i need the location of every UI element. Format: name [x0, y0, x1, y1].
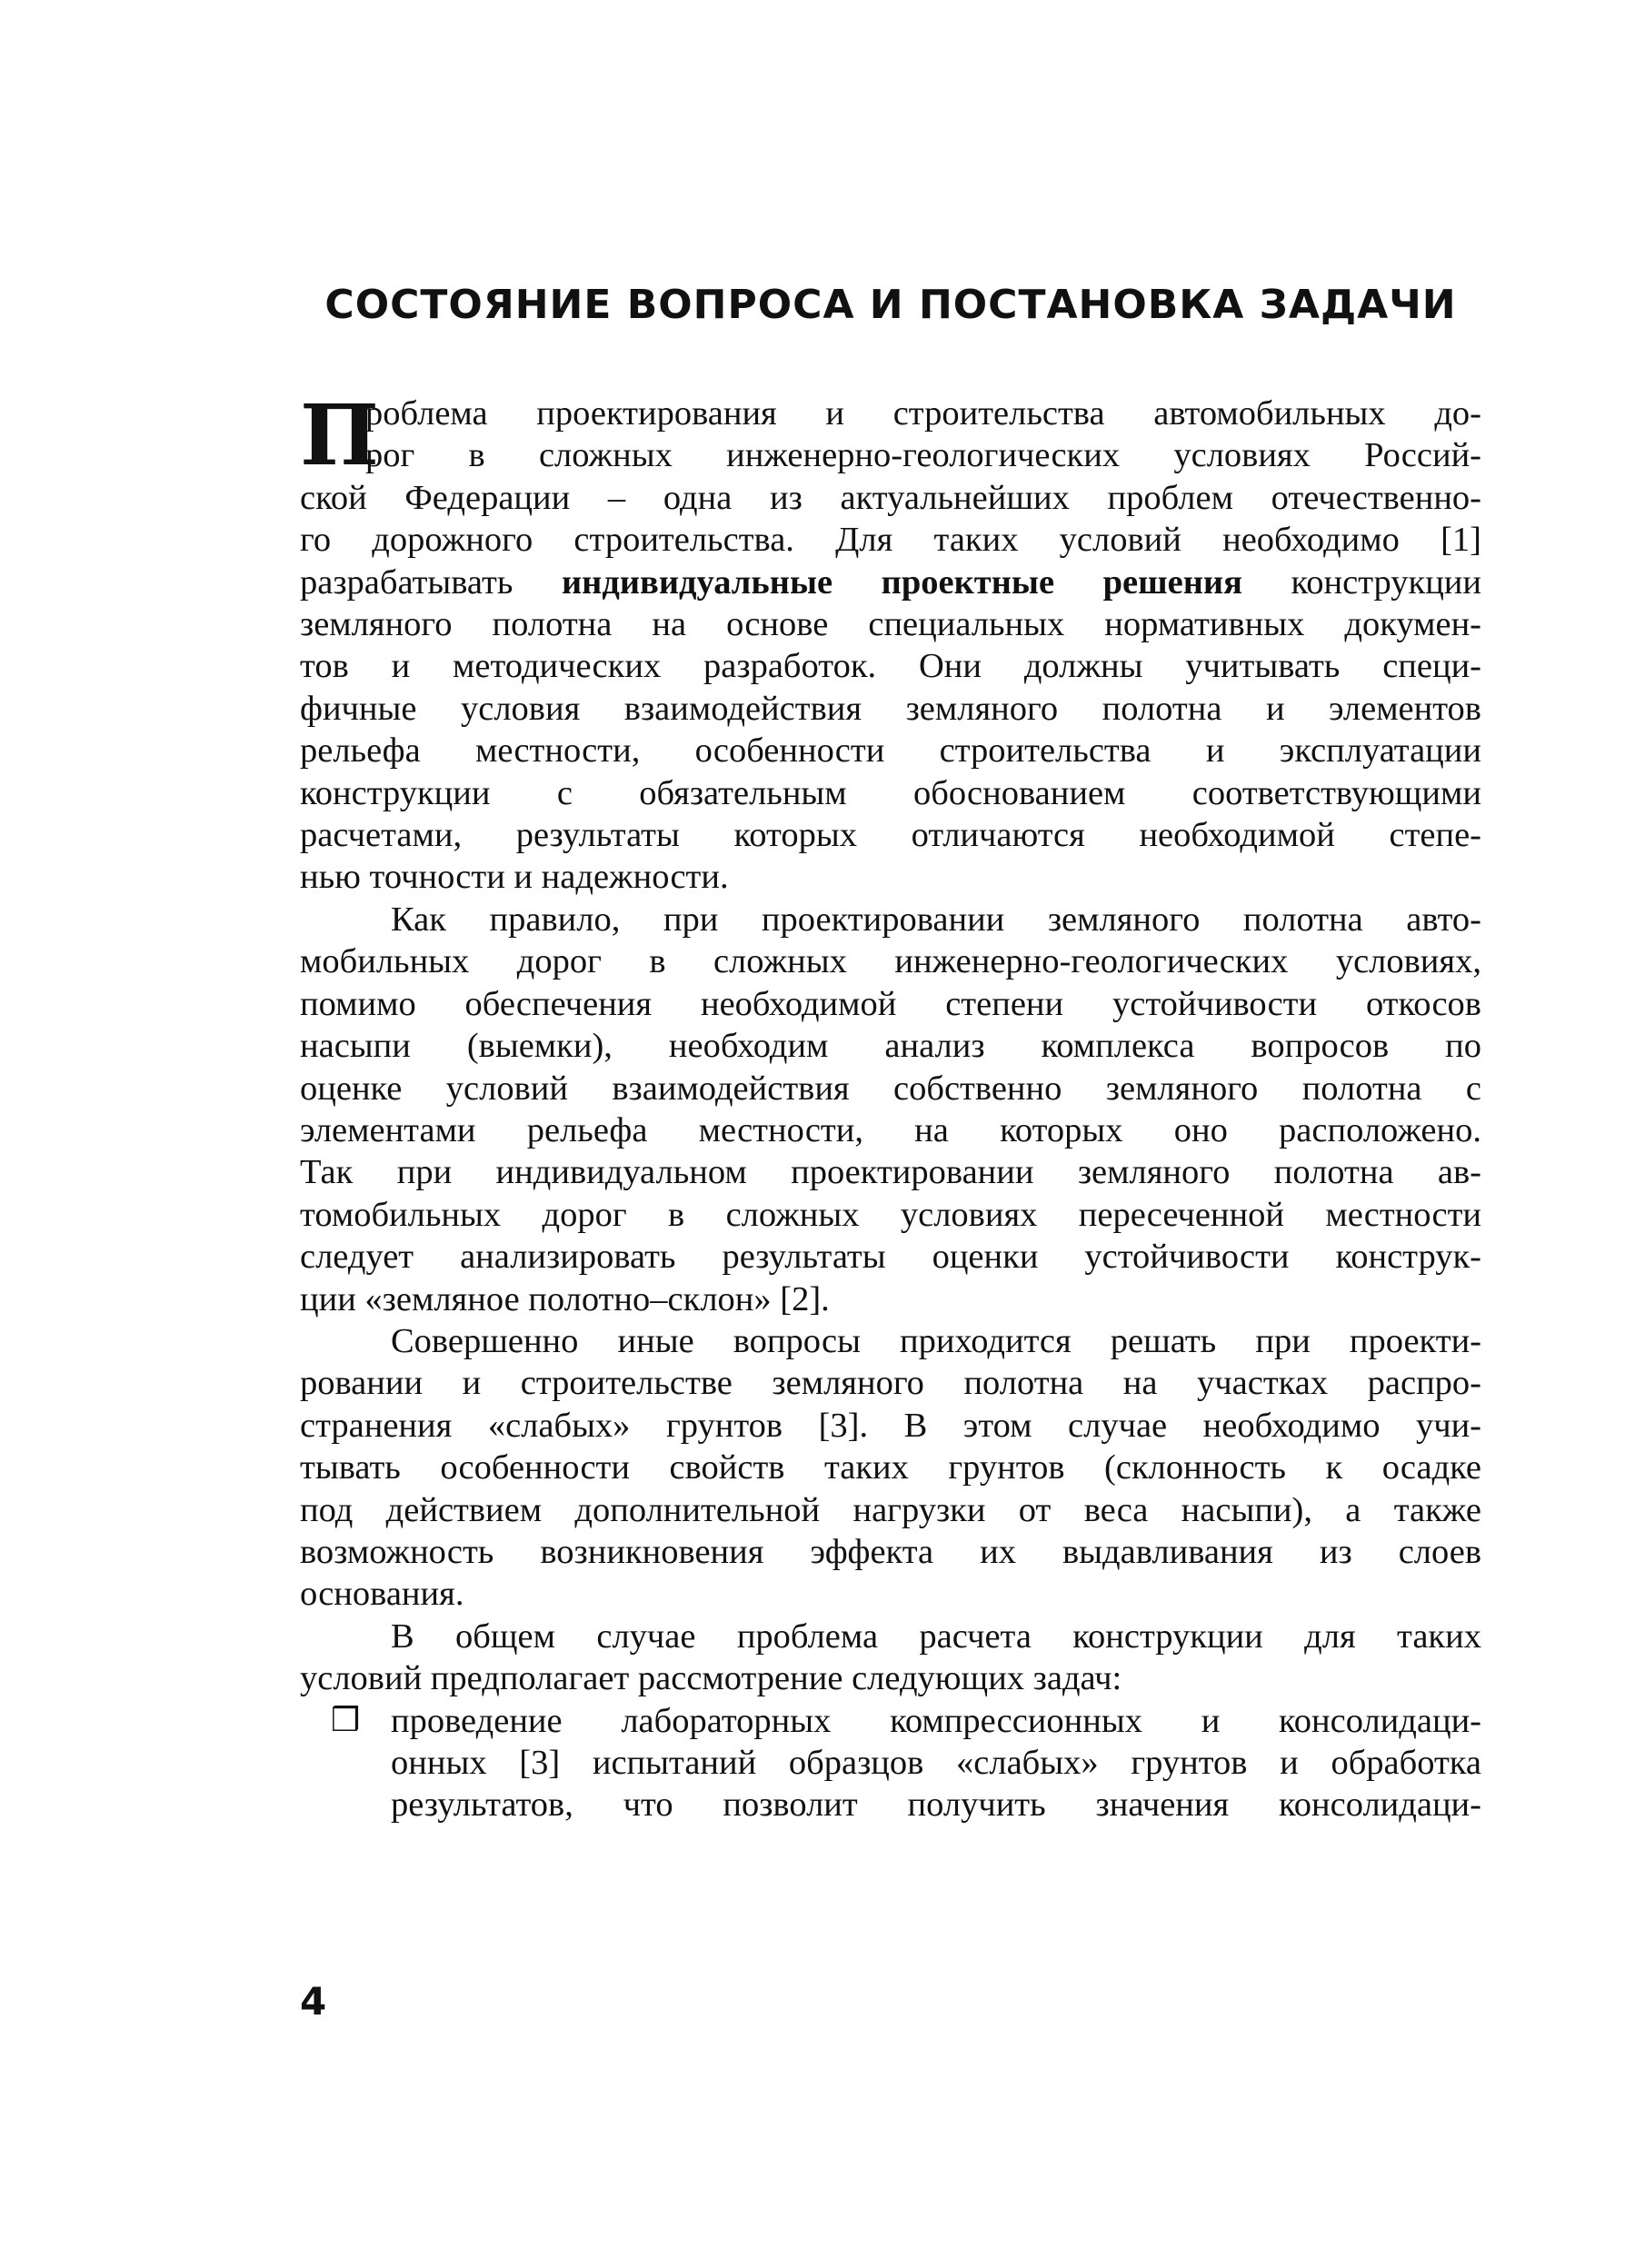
text-line: ции «земляное полотно–склон» [2]. [300, 1279, 830, 1318]
text-line: ровании и строительстве земляного полотна на участках распро- [300, 1364, 1481, 1403]
text-line: роблема проектирования и строительства автомобильных до- [365, 394, 1481, 433]
text-line: томобильных дорог в сложных условиях пересеченной местности [300, 1195, 1481, 1234]
text-line: основания. [300, 1575, 464, 1614]
list-item-line: проведение лабораторных компрессионных и консолидаци- [391, 1701, 1481, 1740]
text-line: го дорожного строительства. Для таких условий необходимо [1] [300, 521, 1481, 560]
text-line: В общем случае проблема расчета конструкции для таких [391, 1616, 1481, 1656]
text-line: фичные условия взаимодействия земляного полотна и элементов [300, 689, 1481, 728]
body-text [300, 386, 1481, 1826]
text-line: тов и методических разработок. Они должны учитывать специ- [300, 647, 1481, 686]
text-line: оценке условий взаимодействия собственно земляного полотна с [300, 1069, 1481, 1108]
drop-cap: П [300, 386, 379, 484]
emphasized-phrase: индивидуальные проектные решения [562, 562, 1242, 602]
text-line: помимо обеспечения необходимой степени устойчивости откосов [300, 984, 1481, 1023]
text-run: конструкции [1241, 562, 1481, 602]
text-line: Как правило, при проектировании земляного полотна авто- [391, 900, 1481, 939]
text-line-with-emphasis [300, 562, 1481, 603]
page-number: 4 [300, 1979, 327, 2024]
text-line: рог в сложных инженерно-геологических условиях Россий- [365, 436, 1481, 475]
text-line: Совершенно иные вопросы приходится решать при проекти- [391, 1321, 1481, 1360]
text-line: нью точности и надежности. [300, 858, 729, 897]
text-line: рельефа местности, особенности строительства и эксплуатации [300, 731, 1481, 771]
text-line: следует анализировать результаты оценки устойчивости конструк- [300, 1238, 1481, 1277]
text-line: тывать особенности свойств таких грунтов (склонность к осадке [300, 1448, 1481, 1487]
list-item-line: результатов, что позволит получить значения консолидаци- [391, 1786, 1481, 1825]
text-line: насыпи (выемки), необходим анализ комплекса вопросов по [300, 1027, 1481, 1066]
text-line: мобильных дорог в сложных инженерно-геологических условиях, [300, 942, 1481, 981]
text-line: расчетами, результаты которых отличаются необходимой степе- [300, 816, 1481, 855]
checkbox-bullet-icon: ❒ [331, 1701, 361, 1739]
text-line: ской Федерации – одна из актуальнейших проблем отечественно- [300, 478, 1481, 517]
text-line: странения «слабых» грунтов [3]. В этом случае необходимо учи- [300, 1406, 1481, 1445]
text-run: разрабатывать [300, 562, 562, 602]
list-item [300, 1700, 1481, 1826]
list-item-line: онных [3] испытаний образцов «слабых» грунтов и обработка [391, 1744, 1481, 1782]
text-line: Так при индивидуальном проектировании земляного полотна ав- [300, 1153, 1481, 1192]
paragraph-2 [300, 899, 1481, 1320]
text-line: возможность возникновения эффекта их выдавливания из слоев [300, 1532, 1481, 1571]
text-line: конструкции с обязательным обоснованием соответствующими [300, 773, 1481, 812]
text-line: условий предполагает рассмотрение следующих задач: [300, 1659, 1122, 1698]
intro-paragraph [300, 386, 1481, 899]
text-line: под действием дополнительной нагрузки от веса насыпи), а также [300, 1490, 1481, 1529]
paragraph-3 [300, 1320, 1481, 1616]
bullet-list [300, 1700, 1481, 1826]
paragraph-4 [300, 1616, 1481, 1700]
section-heading: СОСТОЯНИЕ ВОПРОСА И ПОСТАНОВКА ЗАДАЧИ [324, 282, 1457, 328]
text-line: элементами рельефа местности, на которых оно расположено. [300, 1110, 1481, 1149]
text-line: земляного полотна на основе специальных нормативных докумен- [300, 605, 1481, 644]
